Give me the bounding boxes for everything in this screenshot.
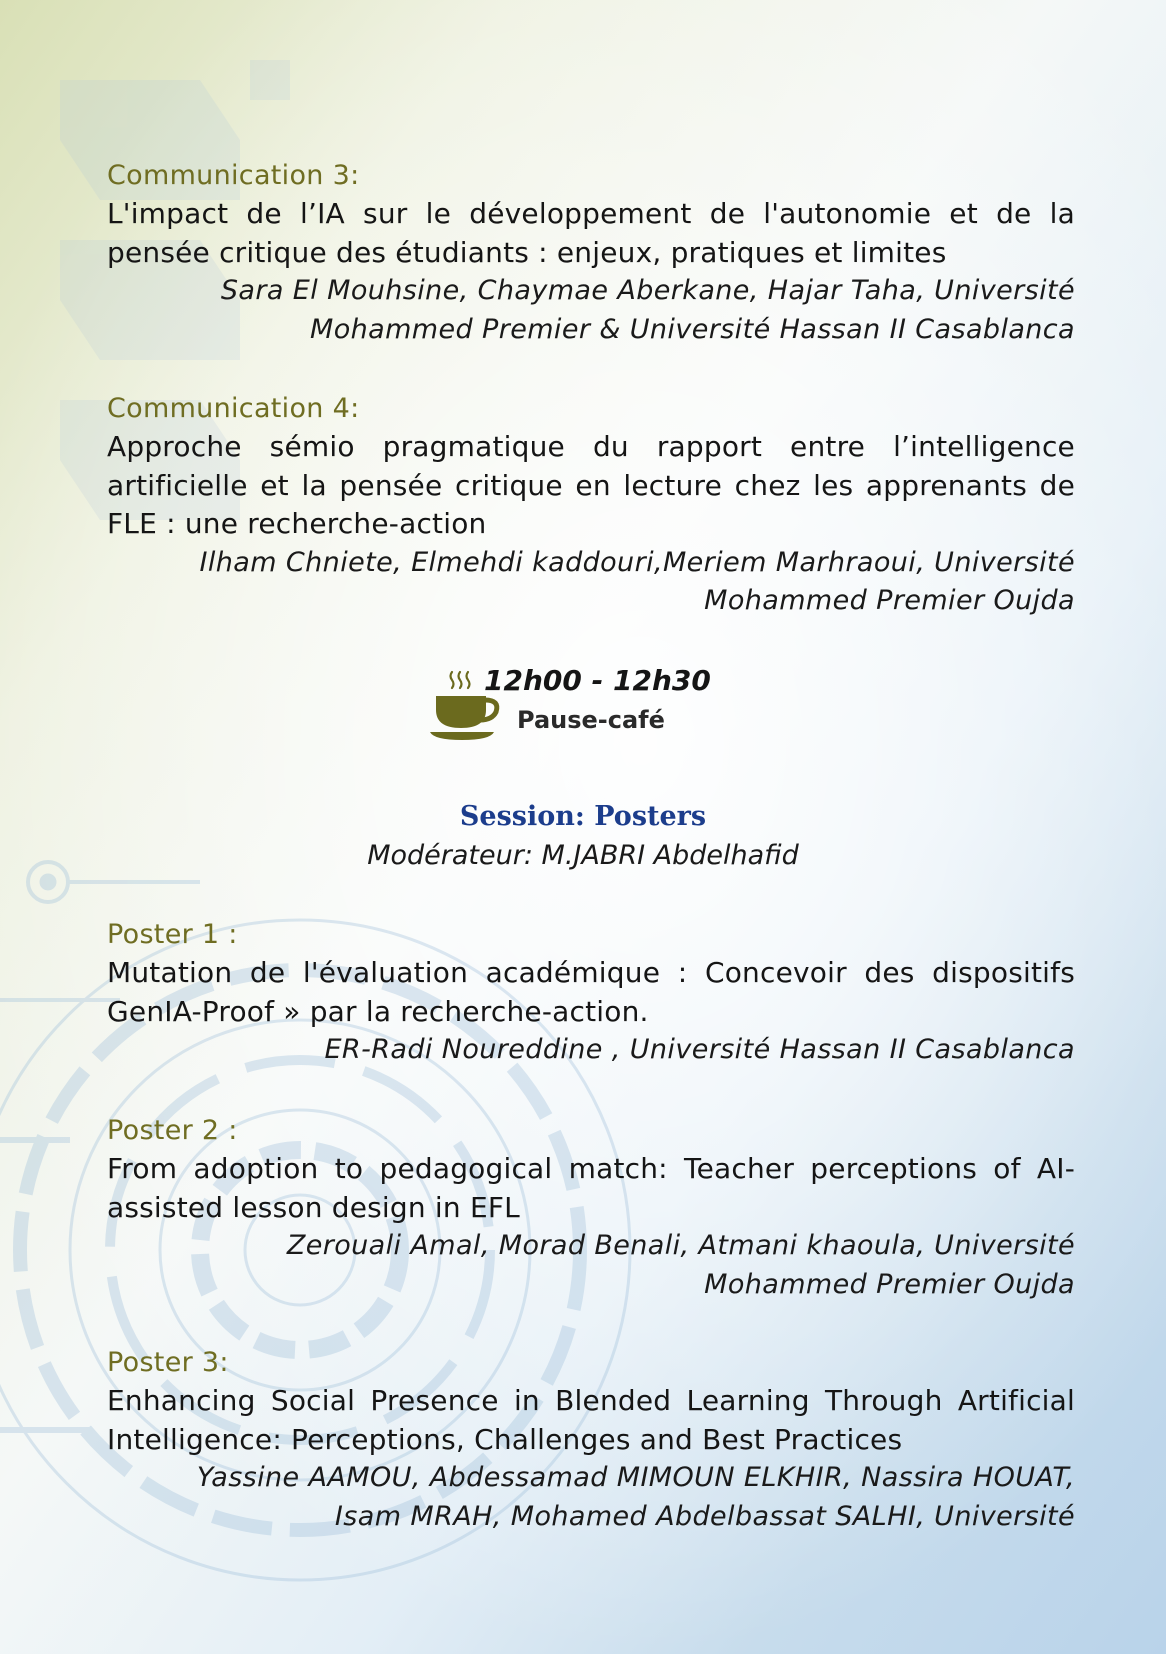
poster-label: Poster 3:	[107, 1347, 229, 1378]
poster-2	[107, 1112, 1075, 1304]
break-time: 12h00 - 12h30	[484, 664, 711, 697]
session-title: Session: Posters	[459, 801, 707, 832]
poster-label: Poster 2 :	[107, 1115, 238, 1146]
authors-line: Ilham Chniete, Elmehdi kaddouri,Meriem Marhraoui, Université	[199, 546, 1075, 578]
communication-authors	[107, 544, 1075, 621]
coffee-break	[0, 662, 1166, 742]
poster-label: Poster 1 :	[107, 919, 238, 950]
communication-3	[107, 157, 1075, 349]
authors-line: Mohammed Premier & Université Hassan II Casablanca	[310, 313, 1075, 345]
authors-line: Isam MRAH, Mohamed Abdelbassat SALHI, Université	[334, 1500, 1075, 1532]
poster-title: Mutation de l'évaluation académique : Concevoir des dispositifs GenIA-Proof » par la recherche-action.	[107, 956, 1075, 1028]
poster-title: From adoption to pedagogical match: Teacher perceptions of AI-assisted lesson design in EFL	[107, 1152, 1075, 1224]
communication-title: L'impact de l’IA sur le développement de l'autonomie et de la pensée critique des étudiants : enjeux, pratiques et limites	[107, 197, 1075, 269]
poster-authors	[107, 1459, 1075, 1536]
authors-line: Sara El Mouhsine, Chaymae Aberkane, Hajar Taha, Université	[220, 275, 1075, 306]
authors-line: Mohammed Premier Oujda	[704, 585, 1075, 616]
communication-label: Communication 4:	[107, 393, 360, 424]
session-moderator: Modérateur: M.JABRI Abdelhafid	[367, 840, 799, 871]
communication-label: Communication 3:	[107, 160, 360, 191]
session-header	[0, 798, 1166, 876]
authors-line: Yassine AAMOU, Abdessamad MIMOUN ELKHIR, Nassira HOUAT,	[196, 1462, 1075, 1493]
authors-line: Zerouali Amal, Morad Benali, Atmani khaoula, Université	[286, 1230, 1075, 1261]
poster-title: Enhancing Social Presence in Blended Learning Through Artificial Intelligence: Perceptions, Challenges and Best Practices	[107, 1384, 1075, 1456]
authors-line: Mohammed Premier Oujda	[704, 1268, 1075, 1300]
poster-authors	[107, 1031, 1075, 1070]
communication-4	[107, 390, 1075, 621]
communication-title: Approche sémio pragmatique du rapport entre l’intelligence artificielle et la pensée critique en lecture chez les apprenants de FLE : une recherche-action	[107, 430, 1075, 540]
break-label: Pause-café	[517, 706, 665, 734]
authors-line: ER-Radi Noureddine , Université Hassan II Casablanca	[324, 1034, 1075, 1065]
communication-authors	[107, 272, 1075, 349]
poster-1	[107, 916, 1075, 1070]
poster-3	[107, 1344, 1075, 1536]
poster-authors	[107, 1227, 1075, 1304]
